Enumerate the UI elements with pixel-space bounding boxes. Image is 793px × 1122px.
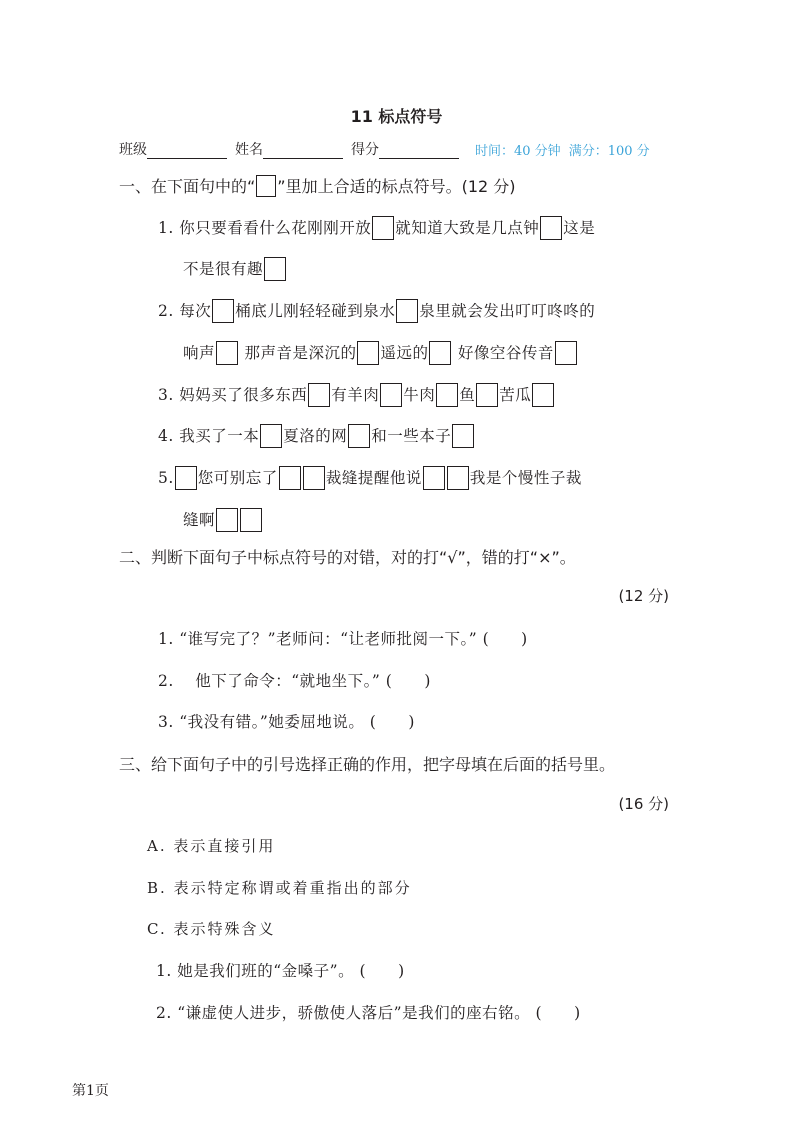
blank-box[interactable] <box>175 466 197 490</box>
blank-box[interactable] <box>372 216 394 240</box>
time-limit: 时间：40 分钟 <box>475 144 561 159</box>
question-number: 1. <box>158 630 174 648</box>
s1-q3-line1 <box>158 383 555 407</box>
text: 鱼 <box>459 386 476 404</box>
question-number: 2. <box>158 302 174 320</box>
text: 有羊肉 <box>331 386 380 404</box>
score-label: 得分 <box>351 142 379 158</box>
s2-item-3 <box>158 710 415 732</box>
blank-box[interactable] <box>436 383 458 407</box>
blank-box[interactable] <box>279 466 301 490</box>
answer-parens[interactable]: ( ) <box>535 1004 581 1022</box>
page-number: 第1页 <box>72 1083 109 1099</box>
text: 好像空谷传音 <box>452 344 554 362</box>
s1-q1-line2 <box>183 257 287 281</box>
text: 我是个慢性子裁 <box>469 469 582 487</box>
question-number: 3. <box>158 713 174 731</box>
s3-item-1 <box>156 959 405 981</box>
text: 每次 <box>179 302 212 320</box>
question-number: 3. <box>158 386 174 404</box>
text: 桶底儿刚轻轻碰到泉水 <box>235 302 396 320</box>
text: 你只要看看什么花刚刚开放 <box>179 219 372 237</box>
option-b <box>147 877 412 898</box>
section3-score: (16 分) <box>618 795 669 813</box>
option-letter: B. <box>147 879 167 897</box>
text: 就知道大致是几点钟 <box>395 219 540 237</box>
option-text: 表示特殊含义 <box>173 920 276 938</box>
option-text: 表示特定称谓或着重指出的部分 <box>173 879 412 897</box>
question-number: 1. <box>156 962 172 980</box>
answer-parens[interactable]: ( ) <box>385 672 431 690</box>
name-label: 姓名 <box>235 142 263 158</box>
section3-heading: 三、给下面句子中的引号选择正确的作用，把字母填在后面的括号里。 <box>119 755 616 774</box>
question-text: “我没有错。”她委屈地说。 <box>179 713 365 731</box>
option-letter: A. <box>147 837 167 855</box>
question-number: 4. <box>158 427 174 445</box>
text: 遥远的 <box>380 344 429 362</box>
blank-box[interactable] <box>447 466 469 490</box>
question-number: 2. <box>156 1004 172 1022</box>
text: 牛肉 <box>403 386 436 404</box>
section2-heading: 二、判断下面句子中标点符号的对错，对的打“√”，错的打“×”。 <box>119 548 576 567</box>
text: 响声 <box>183 344 216 362</box>
full-score: 满分：100 分 <box>568 144 650 159</box>
answer-parens[interactable]: ( ) <box>369 713 415 731</box>
blank-box[interactable] <box>216 508 238 532</box>
blank-box[interactable] <box>303 466 325 490</box>
text: 我买了一本 <box>179 427 260 445</box>
blank-box[interactable] <box>308 383 330 407</box>
s1-q1-line1 <box>158 216 595 240</box>
page-title: 11 标点符号 <box>350 107 443 126</box>
blank-box[interactable] <box>540 216 562 240</box>
name-field[interactable] <box>263 142 343 159</box>
s2-item-1 <box>158 627 528 649</box>
heading-text: ”里加上合适的标点符号。(12 分) <box>277 177 516 196</box>
question-number: 5. <box>158 469 174 487</box>
blank-box[interactable] <box>476 383 498 407</box>
section2-score: (12 分) <box>618 587 669 605</box>
text: 泉里就会发出叮叮咚咚的 <box>419 302 596 320</box>
text: 不是很有趣 <box>183 260 264 278</box>
text: 夏洛的网 <box>283 427 348 445</box>
example-blank-box <box>256 175 276 197</box>
s1-q4-line1 <box>158 424 475 448</box>
s1-q2-line2 <box>183 341 578 365</box>
blank-box[interactable] <box>260 424 282 448</box>
blank-box[interactable] <box>429 341 451 365</box>
blank-box[interactable] <box>532 383 554 407</box>
blank-box[interactable] <box>555 341 577 365</box>
answer-parens[interactable]: ( ) <box>482 630 528 648</box>
blank-box[interactable] <box>357 341 379 365</box>
blank-box[interactable] <box>216 341 238 365</box>
s3-item-2 <box>156 1001 581 1023</box>
blank-box[interactable] <box>240 508 262 532</box>
text: 妈妈买了很多东西 <box>179 386 308 404</box>
text: 苦瓜 <box>499 386 532 404</box>
s1-q2-line1 <box>158 299 595 323</box>
blank-box[interactable] <box>348 424 370 448</box>
question-number: 2. <box>158 672 174 690</box>
s1-q5-line2 <box>183 508 263 532</box>
class-label: 班级 <box>119 142 147 158</box>
text: 这是 <box>563 219 596 237</box>
text: 缝啊 <box>183 511 216 529</box>
class-field[interactable] <box>147 142 227 159</box>
score-field[interactable] <box>379 142 459 159</box>
question-text: “谁写完了？”老师问：“让老师批阅一下。” <box>179 630 478 648</box>
question-text: 她是我们班的“金嗓子”。 <box>177 962 355 980</box>
answer-parens[interactable]: ( ) <box>359 962 405 980</box>
text: 那声音是深沉的 <box>239 344 357 362</box>
blank-box[interactable] <box>452 424 474 448</box>
option-text: 表示直接引用 <box>173 837 276 855</box>
blank-box[interactable] <box>212 299 234 323</box>
blank-box[interactable] <box>423 466 445 490</box>
student-info-row <box>119 139 650 159</box>
question-number: 1. <box>158 219 174 237</box>
s1-q5-line1 <box>158 466 582 490</box>
section1-heading <box>119 174 516 197</box>
heading-text: 一、在下面句中的“ <box>119 177 256 196</box>
question-text: 他下了命令：“就地坐下。” <box>179 672 381 690</box>
question-text: “谦虚使人进步，骄傲使人落后”是我们的座右铭。 <box>177 1004 531 1022</box>
option-a <box>147 835 275 856</box>
blank-box[interactable] <box>264 257 286 281</box>
text: 裁缝提醒他说 <box>325 469 422 487</box>
option-c <box>147 918 276 939</box>
option-letter: C. <box>147 920 167 938</box>
blank-box[interactable] <box>380 383 402 407</box>
text: 您可别忘了 <box>197 469 278 487</box>
text: 和一些本子 <box>371 427 452 445</box>
s2-item-2 <box>158 669 431 691</box>
blank-box[interactable] <box>396 299 418 323</box>
